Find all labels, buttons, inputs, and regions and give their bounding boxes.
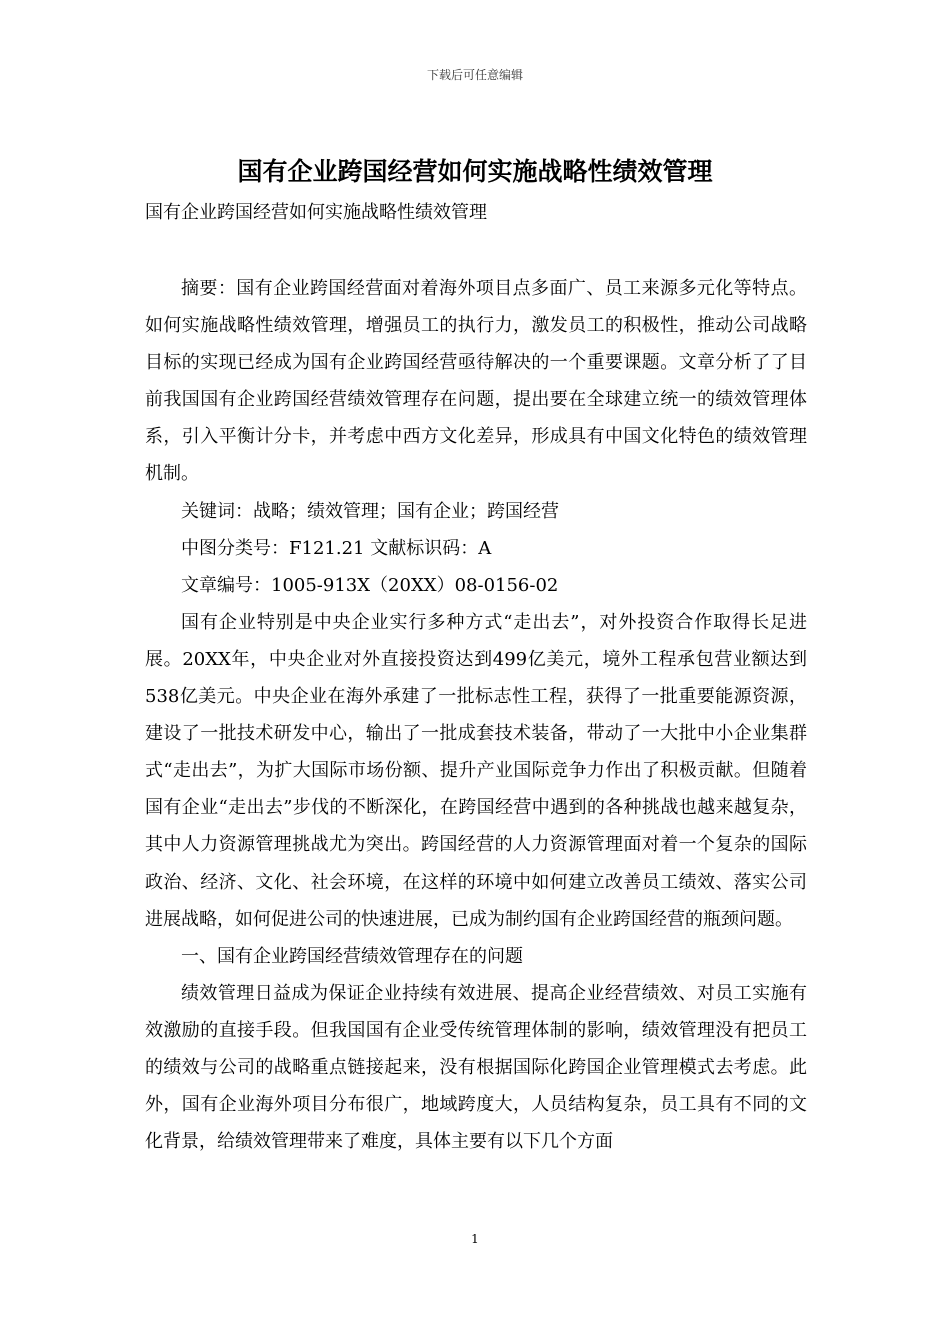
page-number: 1: [471, 1232, 479, 1246]
keywords-line: 关键词：战略；绩效管理；国有企业；跨国经营: [181, 500, 559, 522]
section-heading: 一、国有企业跨国经营绩效管理存在的问题: [181, 945, 523, 967]
intro-paragraph: 国有企业特别是中央企业实行多种方式“走出去”，对外投资合作取得长足进展。20XX年，中央企业对外直接投资达到499亿美元，境外工程承包营业额达到538亿美元。中央企业在海外承建了一批标志性工程，获得了一批重要能源资源，建设了一批技术研发中心，输出了一批成套技术装备，带动了一大批中小企业集群式“走出去”，为扩大国际市场份额、提升产业国际竞争力作出了积极贡献。但随着国有企业“走出去”步伐的不断深化，在跨国经营中遇到的各种挑战也越来越复杂，其中人力资源管理挑战尤为突出。跨国经营的人力资源管理面对着一个复杂的国际政治、经济、文化、社会环境，在这样的环境中如何建立改善员工绩效、落实公司进展战略，如何促进公司的快速进展，已成为制约国有企业跨国经营的瓶颈问题。: [145, 611, 807, 930]
document-title: 国有企业跨国经营如何实施战略性绩效管理: [237, 157, 713, 186]
classification-line: 中图分类号：F121.21 文献标识码：A: [181, 537, 492, 559]
abstract-paragraph: 摘要：国有企业跨国经营面对着海外项目点多面广、员工来源多元化等特点。如何实施战略性绩效管理，增强员工的执行力，激发员工的积极性，推动公司战略目标的实现已经成为国有企业跨国经营亟待解决的一个重要课题。文章分析了了目前我国国有企业跨国经营绩效管理存在问题，提出要在全球建立统一的绩效管理体系，引入平衡计分卡，并考虑中西方文化差异，形成具有中国文化特色的绩效管理机制。: [145, 278, 807, 485]
page-header-note: 下载后可任意编辑: [426, 68, 523, 82]
article-number-line: 文章编号：1005-913X（20XX）08-0156-02: [181, 574, 559, 596]
document-body: [145, 270, 807, 1160]
document-subtitle: 国有企业跨国经营如何实施战略性绩效管理: [145, 202, 487, 223]
section-paragraph: 绩效管理日益成为保证企业持续有效进展、提高企业经营绩效、对员工实施有效激励的直接手段。但我国国有企业受传统管理体制的影响，绩效管理没有把员工的绩效与公司的战略重点链接起来，没有根据国际化跨国企业管理模式去考虑。此外，国有企业海外项目分布很广，地域跨度大，人员结构复杂，员工具有不同的文化背景，给绩效管理带来了难度，具体主要有以下几个方面: [145, 982, 807, 1153]
